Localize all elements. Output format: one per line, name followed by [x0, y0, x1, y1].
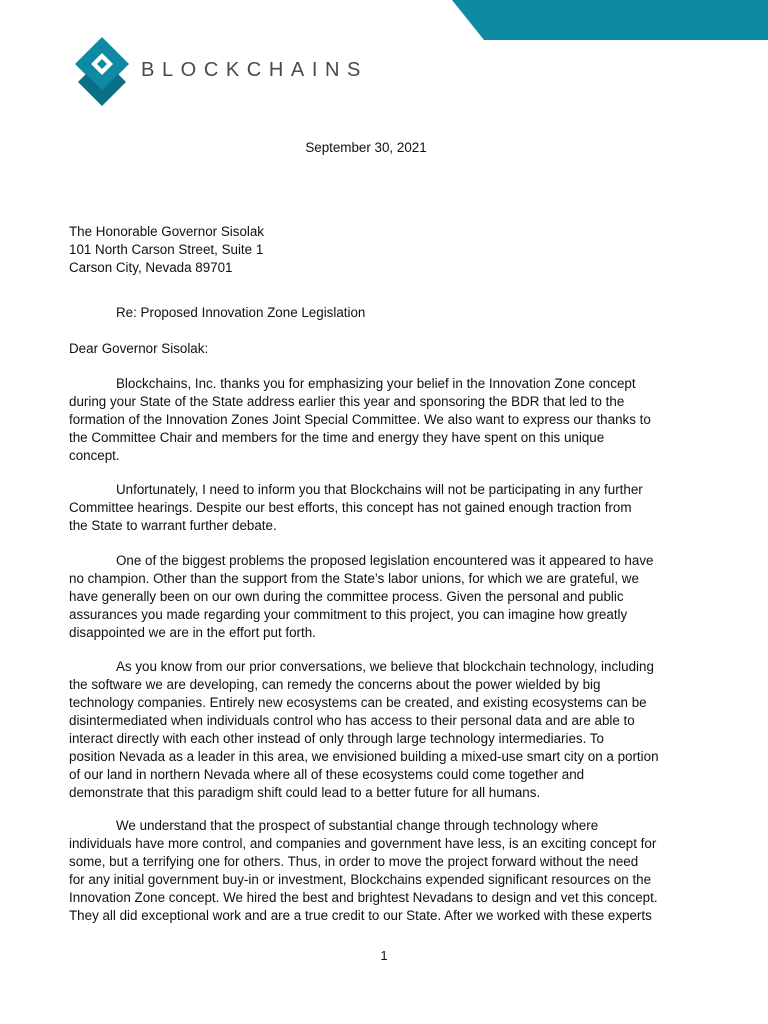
body-paragraph	[69, 481, 699, 535]
salutation: Dear Governor Sisolak:	[69, 341, 209, 356]
paragraph-line: interact directly with each other instead of only through large technology intermediaries. To	[69, 731, 604, 746]
paragraph-line: Committee hearings. Despite our best efforts, this concept has not gained enough traction from	[69, 500, 632, 515]
subject-line: Re: Proposed Innovation Zone Legislation	[116, 305, 366, 320]
paragraph-line: We understand that the prospect of substantial change through technology where	[116, 818, 599, 833]
paragraph-line: some, but a terrifying one for others. Thus, in order to move the project forward without the need	[69, 854, 639, 869]
paragraph-line: Blockchains, Inc. thanks you for emphasizing your belief in the Innovation Zone concept	[116, 376, 636, 391]
recipient-line: The Honorable Governor Sisolak	[69, 224, 265, 239]
paragraph-line: As you know from our prior conversations, we believe that blockchain technology, including	[116, 659, 654, 674]
paragraph-line: disintermediated when individuals control who has access to their personal data and are able to	[69, 713, 635, 728]
paragraph-line: the State to warrant further debate.	[69, 518, 277, 533]
paragraph-line: during your State of the State address earlier this year and sponsoring the BDR that led to the	[69, 394, 625, 409]
paragraph-line: individuals have more control, and companies and government have less, is an exciting concept for	[69, 836, 657, 851]
blockchains-logo-icon	[74, 36, 130, 108]
paragraph-line: Unfortunately, I need to inform you that Blockchains will not be participating in any further	[116, 482, 643, 497]
paragraph-line: They all did exceptional work and are a true credit to our State. After we worked with these experts	[69, 908, 652, 923]
paragraph-line: for any initial government buy-in or investment, Blockchains expended significant resources on the	[69, 872, 652, 887]
body-paragraph	[69, 658, 699, 802]
corner-accent-band	[452, 0, 768, 40]
paragraph-line: the software we are developing, can remedy the concerns about the power wielded by big	[69, 677, 601, 692]
paragraph-line: have generally been on our own during the committee process. Given the personal and public	[69, 589, 624, 604]
paragraph-line: of our land in northern Nevada where all of these ecosystems could come together and	[69, 767, 585, 782]
paragraph-line: formation of the Innovation Zones Joint Special Committee. We also want to express our thanks to	[69, 412, 651, 427]
recipient-address	[69, 223, 709, 277]
paragraph-line: the Committee Chair and members for the time and energy they have spent on this unique	[69, 430, 605, 445]
body-paragraph	[69, 375, 699, 465]
recipient-line: Carson City, Nevada 89701	[69, 260, 233, 275]
paragraph-line: no champion. Other than the support from the State’s labor unions, for which we are grateful, we	[69, 571, 639, 586]
brand-name: BLOCKCHAINS	[141, 59, 368, 81]
letter-date: September 30, 2021	[305, 140, 427, 155]
paragraph-line: demonstrate that this paradigm shift could lead to a better future for all humans.	[69, 785, 541, 800]
paragraph-line: position Nevada as a leader in this area, we envisioned building a mixed-use smart city on a portion	[69, 749, 659, 764]
paragraph-line: assurances you made regarding your commitment to this project, you can imagine how greatly	[69, 607, 628, 622]
body-paragraph	[69, 817, 699, 925]
body-paragraph	[69, 552, 699, 642]
paragraph-line: disappointed we are in the effort put forth.	[69, 625, 316, 640]
paragraph-line: technology companies. Entirely new ecosystems can be created, and existing ecosystems can be	[69, 695, 647, 710]
page-number: 1	[380, 948, 388, 963]
paragraph-line: Innovation Zone concept. We hired the best and brightest Nevadans to design and vet this concept.	[69, 890, 658, 905]
paragraph-line: concept.	[69, 448, 120, 463]
paragraph-line: One of the biggest problems the proposed legislation encountered was it appeared to have	[116, 553, 654, 568]
recipient-line: 101 North Carson Street, Suite 1	[69, 242, 264, 257]
